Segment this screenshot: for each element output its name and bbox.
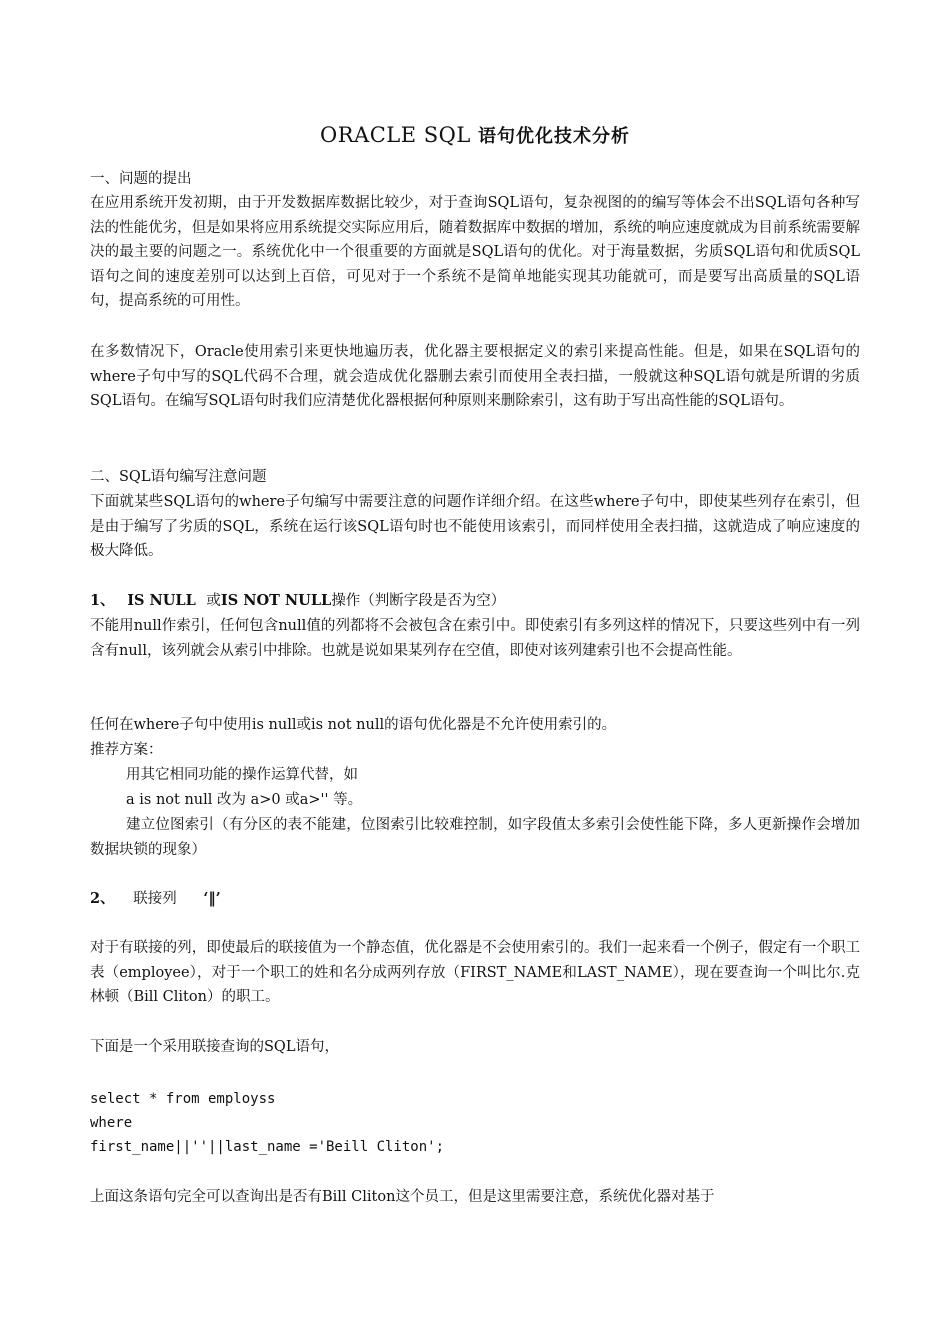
- paragraph-11: 下面是一个采用联接查询的SQL语句，: [90, 1039, 339, 1055]
- paragraph-9: 建立位图索引（有分区的表不能建，位图索引比较难控制，如字段值太多索引会使性能下降，多人更新操作会增加数据块锁的现象）: [90, 817, 860, 858]
- paragraph-5: 任何在where子句中使用is null或is not null的语句优化器是不允许使用索引的。: [90, 717, 617, 733]
- paragraph-3: 下面就某些SQL语句的where子句编写中需要注意的问题作详细介绍。在这些where子句中，即使某些列存在索引，但是由于编写了劣质的SQL，系统在运行该SQL语句时也不能使用该索引，而同样使用全表扫描，这就造成了响应速度的极大降低。: [90, 494, 860, 559]
- paragraph-10: 对于有联接的列，即使最后的联接值为一个静态值，优化器是不会使用索引的。我们一起来看一个例子，假定有一个职工表（employee），对于一个职工的姓和名分成两列存放（FIRST_NAME和LAST_NAME），现在要查询一个叫比尔.克林顿（Bill Cliton）的职工。: [90, 940, 860, 1005]
- paragraph-12: 上面这条语句完全可以查询出是否有Bill Cliton这个员工，但是这里需要注意，系统优化器对基于: [90, 1189, 715, 1205]
- paragraph-7: 用其它相同功能的操作运算代替，如: [126, 767, 358, 783]
- paragraph-8: a is not null 改为 a>0 或a>'' 等。: [126, 792, 363, 808]
- item-2-symbol: ‘‖’: [203, 890, 221, 907]
- paragraph-4: 不能用null作索引，任何包含null值的列都将不会被包含在索引中。即使索引有多列这样的情况下，只要这些列中有一列含有null，该列就会从索引中排除。也就是说如果某列存在空值，即使对该列建索引也不会提高性能。: [90, 618, 860, 659]
- item-2-label: 联接列: [133, 891, 177, 907]
- item-1-or: 或: [206, 593, 221, 609]
- item-1-is-null: IS NULL: [127, 592, 196, 609]
- section-1-heading: 一、问题的提出: [90, 171, 192, 187]
- title-latin: ORACLE SQL: [320, 123, 471, 147]
- item-1-operation: 操作（判断字段是否为空）: [331, 593, 506, 609]
- paragraph-1: 在应用系统开发初期，由于开发数据库数据比较少，对于查询SQL语句，复杂视图的的编写等体会不出SQL语句各种写法的性能优劣，但是如果将应用系统提交实际应用后，随着数据库中数据的增加，系统的响应速度就成为目前系统需要解决的最主要的问题之一。系统优化中一个很重要的方面就是SQL语句的优化。对于海量数据，劣质SQL语句和优质SQL语句之间的速度差别可以达到上百倍，可见对于一个系统不是简单地能实现其功能就可，而是要写出高质量的SQL语句，提高系统的可用性。: [90, 195, 860, 309]
- page-title: [0, 120, 950, 152]
- item-1-is-not-null: IS NOT NULL: [220, 592, 332, 609]
- title-chinese: 语句优化技术分析: [477, 126, 630, 147]
- item-2-heading: [90, 887, 860, 912]
- item-2-number: 2、: [90, 890, 115, 907]
- code-line-1: select * from employss: [90, 1091, 276, 1107]
- code-line-2: where: [90, 1115, 133, 1131]
- item-1-heading: [90, 589, 860, 614]
- section-2-heading: 二、SQL语句编写注意问题: [90, 469, 267, 485]
- paragraph-2: 在多数情况下，Oracle使用索引来更快地遍历表，优化器主要根据定义的索引来提高性能。但是，如果在SQL语句的where子句中写的SQL代码不合理，就会造成优化器删去索引而使用全表扫描，一般就这种SQL语句就是所谓的劣质SQL语句。在编写SQL语句时我们应清楚优化器根据何种原则来删除索引，这有助于写出高性能的SQL语句。: [90, 344, 860, 409]
- code-line-3: first_name||''||last_name ='Beill Cliton';: [90, 1139, 445, 1155]
- paragraph-6: 推荐方案：: [90, 742, 163, 758]
- item-1-number: 1、: [90, 592, 115, 609]
